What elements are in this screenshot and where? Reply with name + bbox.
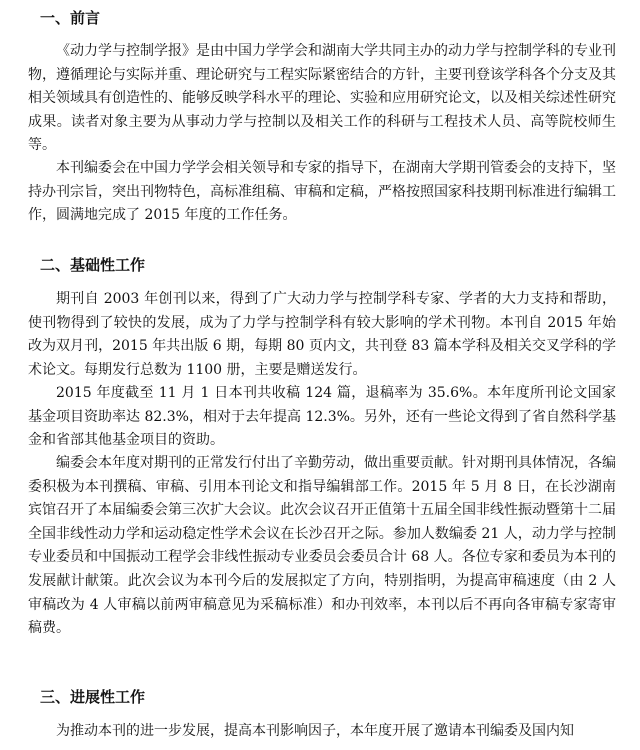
paragraph: 《动力学与控制学报》是由中国力学学会和湖南大学共同主办的动力学与控制学科的专业刊物，遵循理论与实际并重、理论研究与工程实际紧密结合的方针，主要刊登该学科各个分支及其相关领域具有创造性的、能够反映学科水平的理论、实验和应用研究论文，以及相关综述性研究成果。读者对象主要为从事动力学与控制以及相关工作的科研与工程技术人员、高等院校师生等。 xyxy=(28,43,616,154)
paragraph: 编委会本年度对期刊的正常发行付出了辛勤劳动，做出重要贡献。针对期刊具体情况，各编委积极为本刊撰稿、审稿、引用本刊论文和指导编辑部工作。2015 年 5 月 8 日，在长沙湖南宾馆召开了本届编委会第三次扩大会议。此次会议召开正值第十五届全国非线性振动暨第十二届全国非线性动力学和运动稳定性学术会议在长沙召开之际。参加人数编委 21 人，动力学与控制专业委员和中国振动工程学会非线性振动专业委员会委员合计 68 人。各位专家和委员为本刊的发展献计献策。此次会议为本刊今后的发展拟定了方向，特别指明，为提高审稿速度（由 2 人审稿改为 4 人审稿以前两审稿意见为采稿标准）和办刊效率，本刊以后不再向各审稿专家寄审稿费。 xyxy=(28,455,616,637)
paragraph: 2015 年度截至 11 月 1 日本刊共收稿 124 篇，退稿率为 35.6%。本年度所刊论文国家基金项目资助率达 82.3%，相对于去年提高 12.3%。另外，还有一些论文得到了省自然科学基金和省部其他基金项目的资助。 xyxy=(28,385,616,449)
section-heading-preface: 一、前言 xyxy=(40,9,101,27)
paragraph: 为推动本刊的进一步发展，提高本刊影响因子，本年度开展了邀请本刊编委及国内知 xyxy=(56,723,574,739)
section-heading-progress-work: 三、进展性工作 xyxy=(40,688,146,706)
section-heading-basic-work: 二、基础性工作 xyxy=(40,256,146,274)
paragraph: 本刊编委会在中国力学学会相关领导和专家的指导下，在湖南大学期刊管委会的支持下，坚持办刊宗旨，突出刊物特色，高标准组稿、审稿和定稿，严格按照国家科技期刊标准进行编辑工作，圆满地完成了 2015 年度的工作任务。 xyxy=(28,160,616,224)
paragraph: 期刊自 2003 年创刊以来，得到了广大动力学与控制学科专家、学者的大力支持和帮助，使刊物得到了较快的发展，成为了力学与控制学科有较大影响的学术刊物。本刊自 2015 年始改为双月刊，2015 年共出版 6 期，每期 80 页内文，共刊登 83 篇本学科及相关交叉学科的学术论文。每期发行总数为 1100 册，主要是赠送发行。 xyxy=(28,291,616,378)
